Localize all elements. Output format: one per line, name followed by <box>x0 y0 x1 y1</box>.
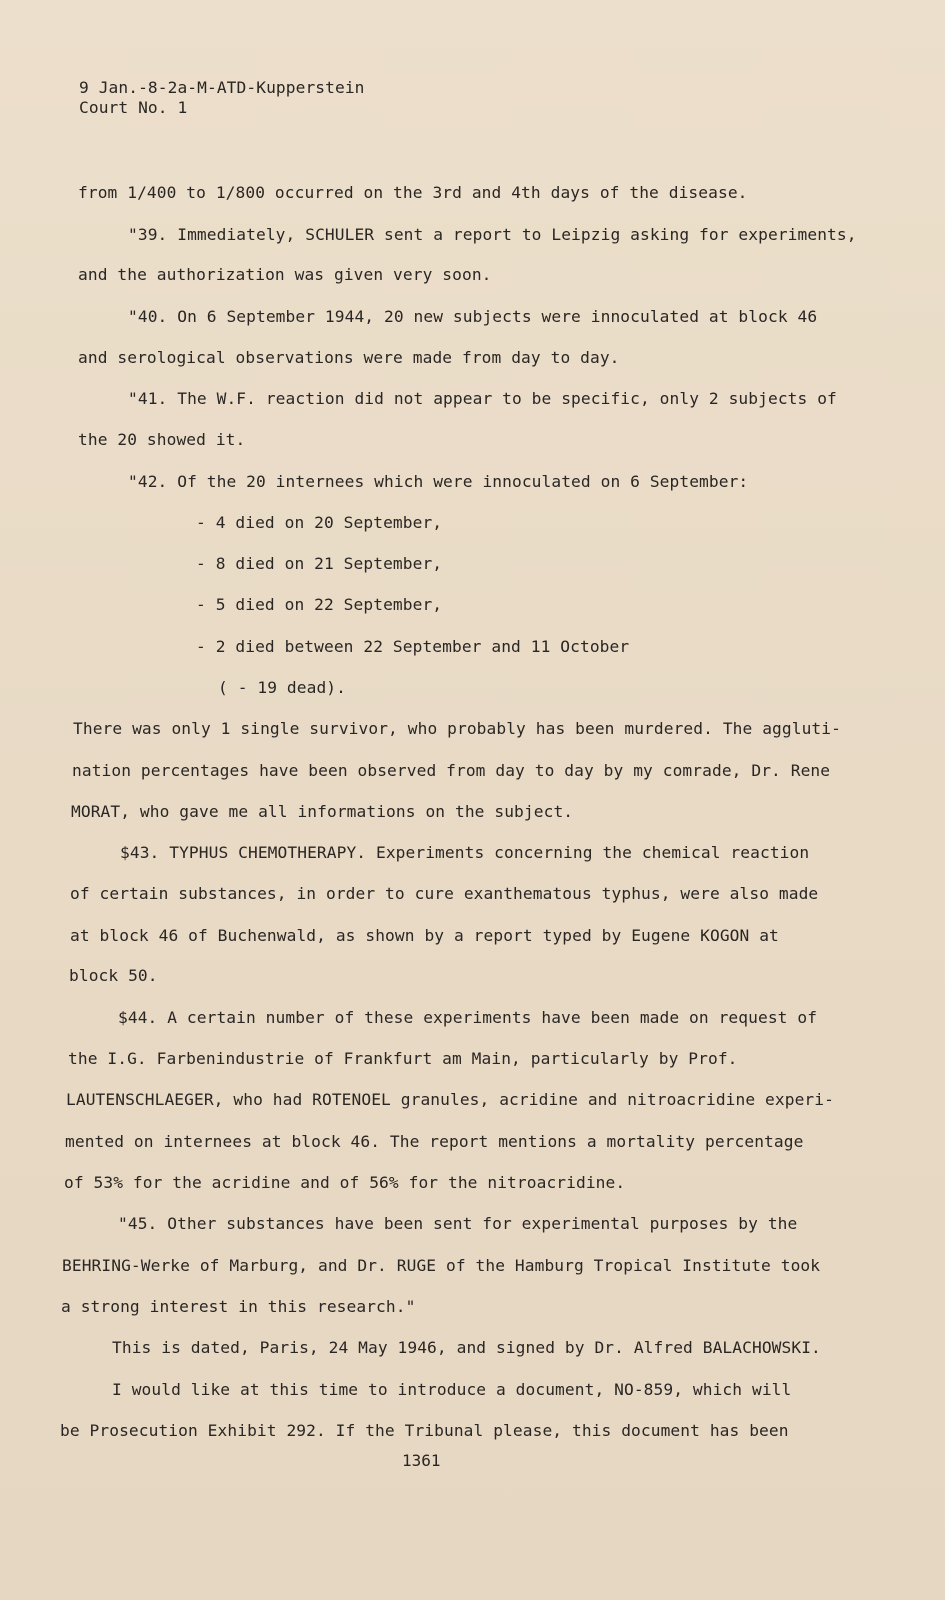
header-line-2: Court No. 1 <box>79 98 188 117</box>
body-line: mented on internees at block 46. The report mentions a mortality percentage <box>65 1132 804 1151</box>
body-line: be Prosecution Exhibit 292. If the Tribunal please, this document has been <box>60 1421 789 1440</box>
body-line: the I.G. Farbenindustrie of Frankfurt am Main, particularly by Prof. <box>68 1049 738 1068</box>
body-line: "42. Of the 20 internees which were innoculated on 6 September: <box>128 472 749 491</box>
body-line: MORAT, who gave me all informations on the subject. <box>71 802 574 821</box>
body-line: BEHRING-Werke of Marburg, and Dr. RUGE of the Hamburg Tropical Institute took <box>62 1256 821 1275</box>
list-item: - 5 died on 22 September, <box>196 595 443 614</box>
body-line: a strong interest in this research." <box>61 1297 416 1316</box>
body-line: "40. On 6 September 1944, 20 new subjects were innoculated at block 46 <box>128 307 818 326</box>
body-line: of 53% for the acridine and of 56% for the nitroacridine. <box>64 1173 626 1192</box>
body-line: I would like at this time to introduce a document, NO-859, which will <box>112 1380 792 1399</box>
body-line: the 20 showed it. <box>78 430 246 449</box>
body-line: There was only 1 single survivor, who probably has been murdered. The aggluti- <box>73 719 841 738</box>
body-line: block 50. <box>69 966 158 985</box>
body-line: $44. A certain number of these experiments have been made on request of <box>118 1008 818 1027</box>
list-item: - 4 died on 20 September, <box>196 513 443 532</box>
list-total: ( - 19 dead). <box>218 678 346 697</box>
body-line: "39. Immediately, SCHULER sent a report to Leipzig asking for experiments, <box>128 225 857 244</box>
body-line: This is dated, Paris, 24 May 1946, and signed by Dr. Alfred BALACHOWSKI. <box>112 1338 821 1357</box>
body-line: of certain substances, in order to cure exanthematous typhus, were also made <box>70 884 819 903</box>
body-line: $43. TYPHUS CHEMOTHERAPY. Experiments concerning the chemical reaction <box>120 843 810 862</box>
body-line: and serological observations were made from day to day. <box>78 348 620 367</box>
body-line: LAUTENSCHLAEGER, who had ROTENOEL granules, acridine and nitroacridine experi- <box>66 1090 834 1109</box>
body-line: at block 46 of Buchenwald, as shown by a report typed by Eugene KOGON at <box>70 926 779 945</box>
body-line: from 1/400 to 1/800 occurred on the 3rd and 4th days of the disease. <box>78 183 748 202</box>
body-line: "41. The W.F. reaction did not appear to be specific, only 2 subjects of <box>128 389 837 408</box>
body-line: nation percentages have been observed from day to day by my comrade, Dr. Rene <box>72 761 831 780</box>
list-item: - 8 died on 21 September, <box>196 554 443 573</box>
body-line: "45. Other substances have been sent for experimental purposes by the <box>118 1214 798 1233</box>
page-number: 1361 <box>402 1451 441 1470</box>
header-line-1: 9 Jan.-8-2a-M-ATD-Kupperstein <box>79 78 365 97</box>
list-item: - 2 died between 22 September and 11 October <box>196 637 630 656</box>
body-line: and the authorization was given very soon. <box>78 265 492 284</box>
